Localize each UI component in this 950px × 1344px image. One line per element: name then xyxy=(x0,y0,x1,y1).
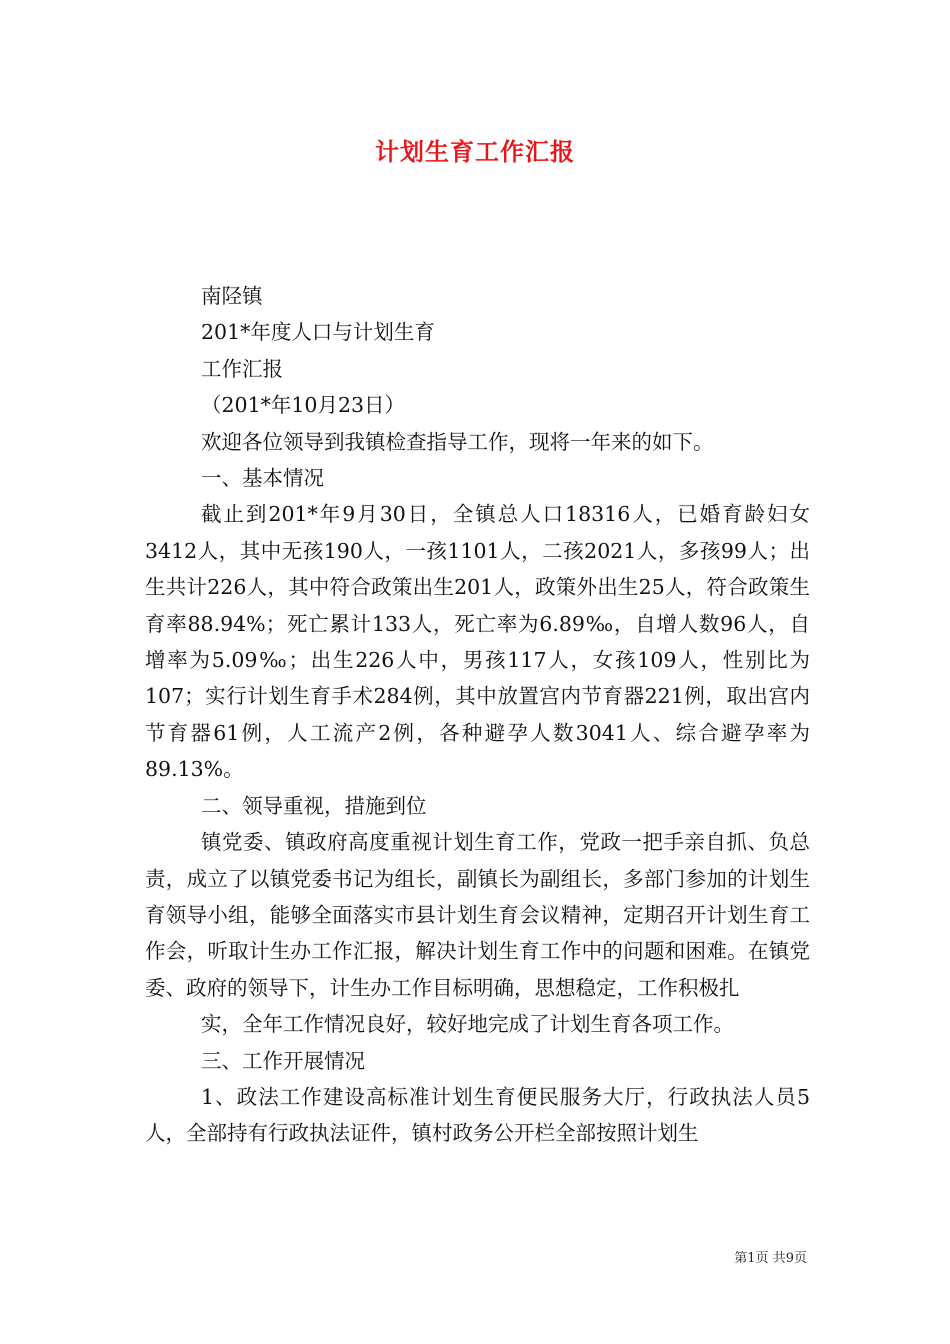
heading-line-town: 南陉镇 xyxy=(201,284,263,308)
section2-paragraph: 镇党委、镇政府高度重视计划生育工作，党政一把手亲自抓、负总责，成立了以镇党委书记为组长，副镇长为副组长，多部门参加的计划生育领导小组，能够全面落实市县计划生育会议精神，定期召开计划生育工作会，听取计生办工作汇报，解决计划生育工作中的问题和困难。在镇党委、政府的领导下，计生办工作目标明确，思想稳定，工作积极扎 xyxy=(145,830,810,1000)
heading-line-year: 201*年度人口与计划生育 xyxy=(201,320,435,345)
section2-continuation: 实，全年工作情况良好，较好地完成了计划生育各项工作。 xyxy=(201,1012,734,1037)
page-middle: 页 共 xyxy=(755,1251,786,1266)
page-number xyxy=(734,1247,807,1266)
section2-title: 二、领导重视，措施到位 xyxy=(201,793,427,818)
page-suffix: 页 xyxy=(793,1251,807,1266)
page-current: 1 xyxy=(747,1251,756,1266)
section1-title: 一、基本情况 xyxy=(201,466,324,491)
page-total: 9 xyxy=(785,1251,794,1266)
page-prefix: 第 xyxy=(734,1251,748,1266)
section3-title: 三、工作开展情况 xyxy=(201,1048,365,1073)
document-body xyxy=(145,278,810,1152)
section3-paragraph: 1、政法工作建设高标准计划生育便民服务大厅，行政执法人员5人，全部持有行政执法证件，镇村政务公开栏全部按照计划生 xyxy=(145,1084,810,1146)
heading-line-report: 工作汇报 xyxy=(201,356,283,381)
document-title: 计划生育工作汇报 xyxy=(375,137,575,166)
intro-paragraph: 欢迎各位领导到我镇检查指导工作，现将一年来的如下。 xyxy=(201,429,714,454)
section1-paragraph: 截止到201*年9月30日，全镇总人口18316人，已婚育龄妇女3412人，其中无孩190人，一孩1101人，二孩2021人，多孩99人；出生共计226人，其中符合政策出生201人，政策外出生25人，符合政策生育率88.94%；死亡累计133人，死亡率为6.89‰，自增人数96人，自增率为5.09‰；出生226人中，男孩117人，女孩109人，性别比为107；实行计划生育手术284例，其中放置宫内节育器221例，取出宫内节育器61例，人工流产2例，各种避孕人数3041人、综合避孕率为89.13%。 xyxy=(145,502,810,782)
heading-line-date: （201*年10月23日） xyxy=(201,393,406,418)
